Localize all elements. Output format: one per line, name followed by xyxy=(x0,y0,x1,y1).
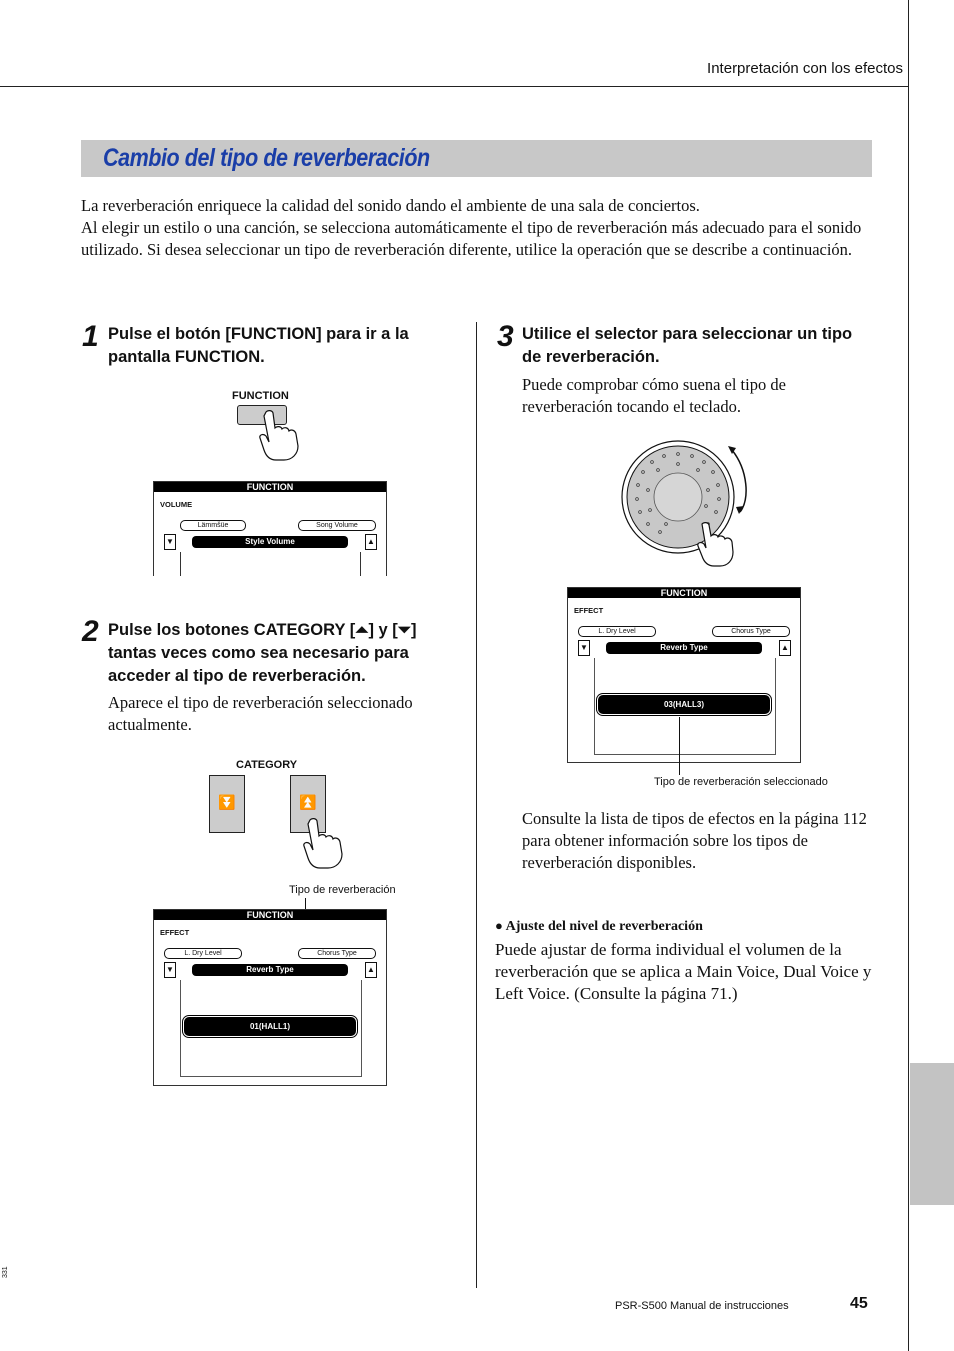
lcd-item-left: L. Dry Level xyxy=(578,626,656,637)
margin-rule xyxy=(908,0,909,1351)
lcd-up-arrow-icon: ▲ xyxy=(779,640,791,656)
lcd-item-left: L. Dry Level xyxy=(164,948,242,959)
intro-text xyxy=(81,195,876,261)
category-label: CATEGORY xyxy=(236,759,298,771)
side-code: 331 xyxy=(2,1266,9,1278)
step-title xyxy=(108,619,468,688)
subsection-heading xyxy=(495,918,703,935)
category-up-icon: ⏶ xyxy=(355,621,369,639)
lcd-frame-line xyxy=(180,552,181,576)
header-rule xyxy=(0,86,909,87)
lcd-selected-item: Reverb Type xyxy=(606,642,762,654)
callout-label: Tipo de reverberación seleccionado xyxy=(654,776,828,788)
lcd-tag: VOLUME xyxy=(160,500,193,509)
lcd-frame-line xyxy=(360,552,361,576)
lcd-down-arrow-icon: ▼ xyxy=(164,962,176,978)
step-title: Pulse el botón [FUNCTION] para ir a la pantalla FUNCTION. xyxy=(108,325,409,366)
category-up-button[interactable]: ⏫ xyxy=(290,775,326,833)
step-body: Aparece el tipo de reverberación seleccionado actualmente. xyxy=(108,693,413,734)
page-number: 45 xyxy=(850,1295,868,1312)
subsection-title: Ajuste del nivel de reverberación xyxy=(505,919,703,934)
chapter-tab xyxy=(910,1063,954,1205)
bullet-icon: ● xyxy=(495,918,503,933)
lcd-down-arrow-icon: ▼ xyxy=(578,640,590,656)
lcd-item-left: Lämmšüe xyxy=(180,520,246,531)
lcd-item-right: Chorus Type xyxy=(298,948,376,959)
lcd-value: 03(HALL3) xyxy=(599,696,769,713)
step-title-part: ] tantas veces como sea necesario para acceder al tipo de reverberación. xyxy=(108,621,417,685)
data-dial-icon[interactable] xyxy=(618,440,766,570)
lcd-selected-item: Reverb Type xyxy=(192,964,348,976)
hand-pointer-icon xyxy=(258,410,308,462)
lcd-up-arrow-icon: ▲ xyxy=(365,534,377,550)
lcd-screen-effect xyxy=(153,909,387,1086)
lcd-header: FUNCTION xyxy=(154,482,386,492)
footer-manual-title: PSR-S500 Manual de instrucciones xyxy=(615,1300,789,1312)
lcd-header: FUNCTION xyxy=(568,588,800,598)
subsection-body: Puede ajustar de forma individual el volumen de la reverberación que se aplica a Main Voice, Dual Voice y Left Voice. (Consulte la página 71.) xyxy=(495,940,872,1003)
lcd-item-right: Chorus Type xyxy=(712,626,790,637)
lcd-header: FUNCTION xyxy=(154,910,386,920)
running-header: Interpretación con los efectos xyxy=(707,60,903,77)
lcd-tag: EFFECT xyxy=(160,928,190,937)
lcd-screen-function xyxy=(153,481,387,576)
lcd-value: 01(HALL1) xyxy=(185,1018,355,1035)
lcd-tag: EFFECT xyxy=(574,606,604,615)
lcd-screen-effect-selected xyxy=(567,587,801,763)
step-number: 2 xyxy=(82,615,99,648)
callout-label: Tipo de reverberación xyxy=(289,884,396,896)
step-body: Puede comprobar cómo suena el tipo de reverberación tocando el teclado. xyxy=(522,375,786,416)
lcd-down-arrow-icon: ▼ xyxy=(164,534,176,550)
lcd-up-arrow-icon: ▲ xyxy=(365,962,377,978)
callout-line xyxy=(679,717,680,775)
step-title-part: Pulse los botones CATEGORY [ xyxy=(108,621,356,639)
step-title: Utilice el selector para seleccionar un tipo de reverberación. xyxy=(522,325,853,366)
lcd-selected-item: Style Volume xyxy=(192,536,348,548)
step-number: 3 xyxy=(497,320,514,353)
hand-pointer-icon xyxy=(302,818,352,870)
step-title-part: ] y [ xyxy=(368,621,398,639)
intro-paragraph: La reverberación enriquece la calidad del sonido dando el ambiente de una sala de conciertos. xyxy=(81,196,700,215)
reference-text: Consulte la lista de tipos de efectos en la página 112 para obtener información sobre los tipos de reverberación disponibles. xyxy=(522,809,867,872)
step-number: 1 xyxy=(82,320,99,353)
lcd-item-right: Song Volume xyxy=(298,520,376,531)
intro-paragraph: Al elegir un estilo o una canción, se selecciona automáticamente el tipo de reverberación más adecuado para el sonido utilizado. Si desea seleccionar un tipo de reverberación diferente, utilice la operación que se describe a continuación. xyxy=(81,218,862,259)
category-down-icon: ⏷ xyxy=(397,621,411,639)
column-divider xyxy=(476,322,477,1288)
function-button-label: FUNCTION xyxy=(232,390,289,402)
category-down-button[interactable]: ⏬ xyxy=(209,775,245,833)
section-title: Cambio del tipo de reverberación xyxy=(103,144,430,172)
